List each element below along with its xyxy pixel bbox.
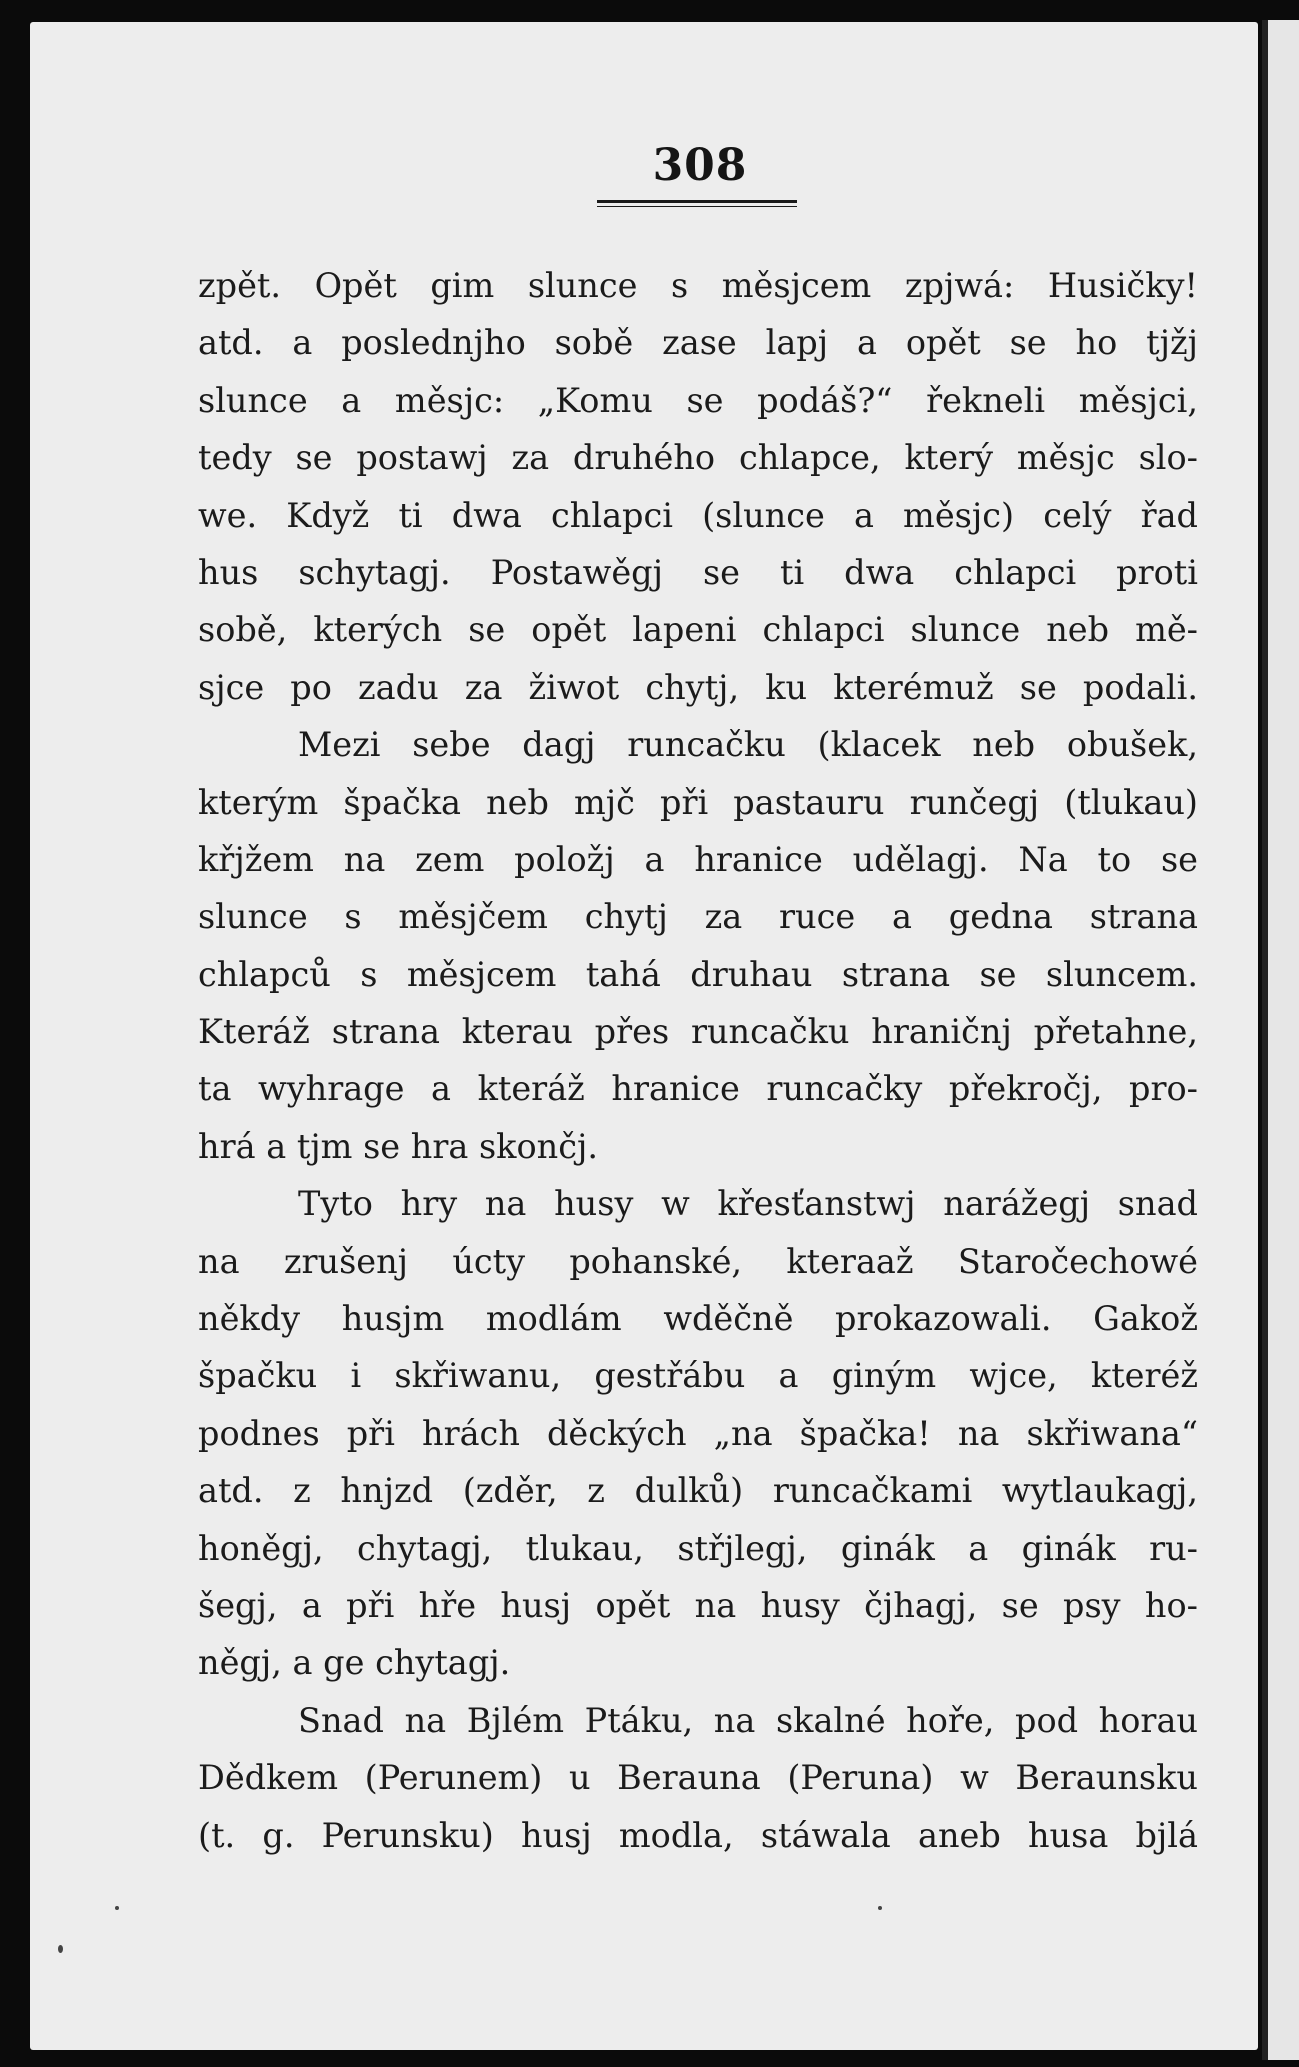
page-gutter-shadow — [1262, 20, 1268, 2060]
text-line-content: (t. g. Perunsku) husj modla, stáwala aneb husa bjlá — [198, 1815, 1198, 1855]
page-number: 308 — [652, 140, 748, 191]
text-line-content: něgj, a ge chytagj. — [198, 1643, 511, 1683]
text-line — [198, 774, 1198, 831]
text-line — [198, 429, 1198, 486]
text-line — [198, 372, 1198, 429]
text-line-content: někdy husjm modlám wděčně prokazowali. Gakož — [198, 1299, 1198, 1339]
text-line-content: chlapců s měsjcem tahá druhau strana se sluncem. — [198, 954, 1198, 994]
text-line-content: na zrušenj úcty pohanské, kteraaž Staročechowé — [198, 1241, 1198, 1281]
text-line-content: we. Když ti dwa chlapci (slunce a měsjc) celý řad — [198, 495, 1198, 535]
text-line — [198, 1520, 1198, 1577]
text-line-content: Dědkem (Perunem) u Berauna (Peruna) w Beraunsku — [198, 1758, 1198, 1798]
text-line-content: ta wyhrage a kteráž hranice runcačky překročj, pro- — [198, 1069, 1198, 1109]
text-line — [198, 1462, 1198, 1519]
text-line-content: hus schytagj. Postawěgj se ti dwa chlapci proti — [198, 552, 1198, 592]
text-line — [198, 1003, 1198, 1060]
text-line — [198, 1347, 1198, 1404]
text-line-content: špačku i skřiwanu, gestřábu a giným wjce, kteréž — [198, 1356, 1198, 1396]
text-line-content: křjžem na zem položj a hranice udělagj. Na to se — [198, 839, 1198, 879]
text-line — [198, 1175, 1198, 1232]
text-line-content: Mezi sebe dagj runcačku (klacek neb obušek, — [298, 725, 1198, 765]
text-line-content: atd. z hnjzd (zděr, z dulků) runcačkami wytlaukagj, — [198, 1471, 1198, 1511]
text-line-content: slunce a měsjc: „Komu se podáš?“ řekneli měsjci, — [198, 380, 1198, 420]
scan-speck — [58, 1945, 63, 1953]
text-line — [198, 314, 1198, 371]
text-line — [198, 831, 1198, 888]
text-line-content: kterým špačka neb mjč při pastauru runčegj (tlukau) — [198, 782, 1198, 822]
scan-speck — [878, 1906, 882, 1910]
text-line — [198, 1692, 1198, 1749]
text-line — [198, 1233, 1198, 1290]
text-line-content: šegj, a při hře husj opět na husy čjhagj, se psy ho- — [198, 1585, 1198, 1625]
text-line — [198, 888, 1198, 945]
text-line — [198, 601, 1198, 658]
text-line — [198, 1807, 1198, 1864]
text-line-content: sobě, kterých se opět lapeni chlapci slunce neb mě- — [198, 610, 1198, 650]
scan-speck — [115, 1906, 119, 1910]
text-line — [198, 1060, 1198, 1117]
text-line — [198, 257, 1198, 314]
header-rule — [597, 200, 797, 203]
text-line — [198, 1290, 1198, 1347]
text-line-content: Tyto hry na husy w křesťanstwj narážegj snad — [298, 1184, 1198, 1224]
text-line — [198, 1405, 1198, 1462]
text-line — [198, 487, 1198, 544]
text-line-content: zpět. Opět gim slunce s měsjcem zpjwá: Husičky! — [198, 266, 1198, 305]
text-line-content: honěgj, chytagj, tlukau, střjlegj, ginák a ginák ru- — [198, 1528, 1198, 1568]
text-line — [198, 659, 1198, 716]
text-line-content: Kteráž strana kterau přes runcačku hraničnj přetahne, — [198, 1012, 1198, 1052]
text-line — [198, 946, 1198, 1003]
text-line-content: slunce s měsjčem chytj za ruce a gedna strana — [198, 897, 1198, 937]
text-line — [198, 1634, 1198, 1691]
text-line-content: podnes při hrách děckých „na špačka! na skřiwana“ — [198, 1413, 1198, 1453]
text-line-content: sjce po zadu za žiwot chytj, ku kterémuž se podali. — [198, 667, 1198, 707]
text-line-content: atd. a poslednjho sobě zase lapj a opět se ho tjžj — [198, 323, 1198, 363]
text-line — [198, 1577, 1198, 1634]
text-line — [198, 1118, 1198, 1175]
header-rule-thin — [597, 206, 797, 207]
body-text — [198, 257, 1198, 1864]
text-line — [198, 1749, 1198, 1806]
text-line — [198, 544, 1198, 601]
text-line-content: tedy se postawj za druhého chlapce, který měsjc slo- — [198, 438, 1198, 478]
text-line-content: Snad na Bjlém Ptáku, na skalné hoře, pod horau — [298, 1700, 1198, 1740]
text-line — [198, 716, 1198, 773]
text-line-content: hrá a tjm se hra skončj. — [198, 1126, 599, 1166]
